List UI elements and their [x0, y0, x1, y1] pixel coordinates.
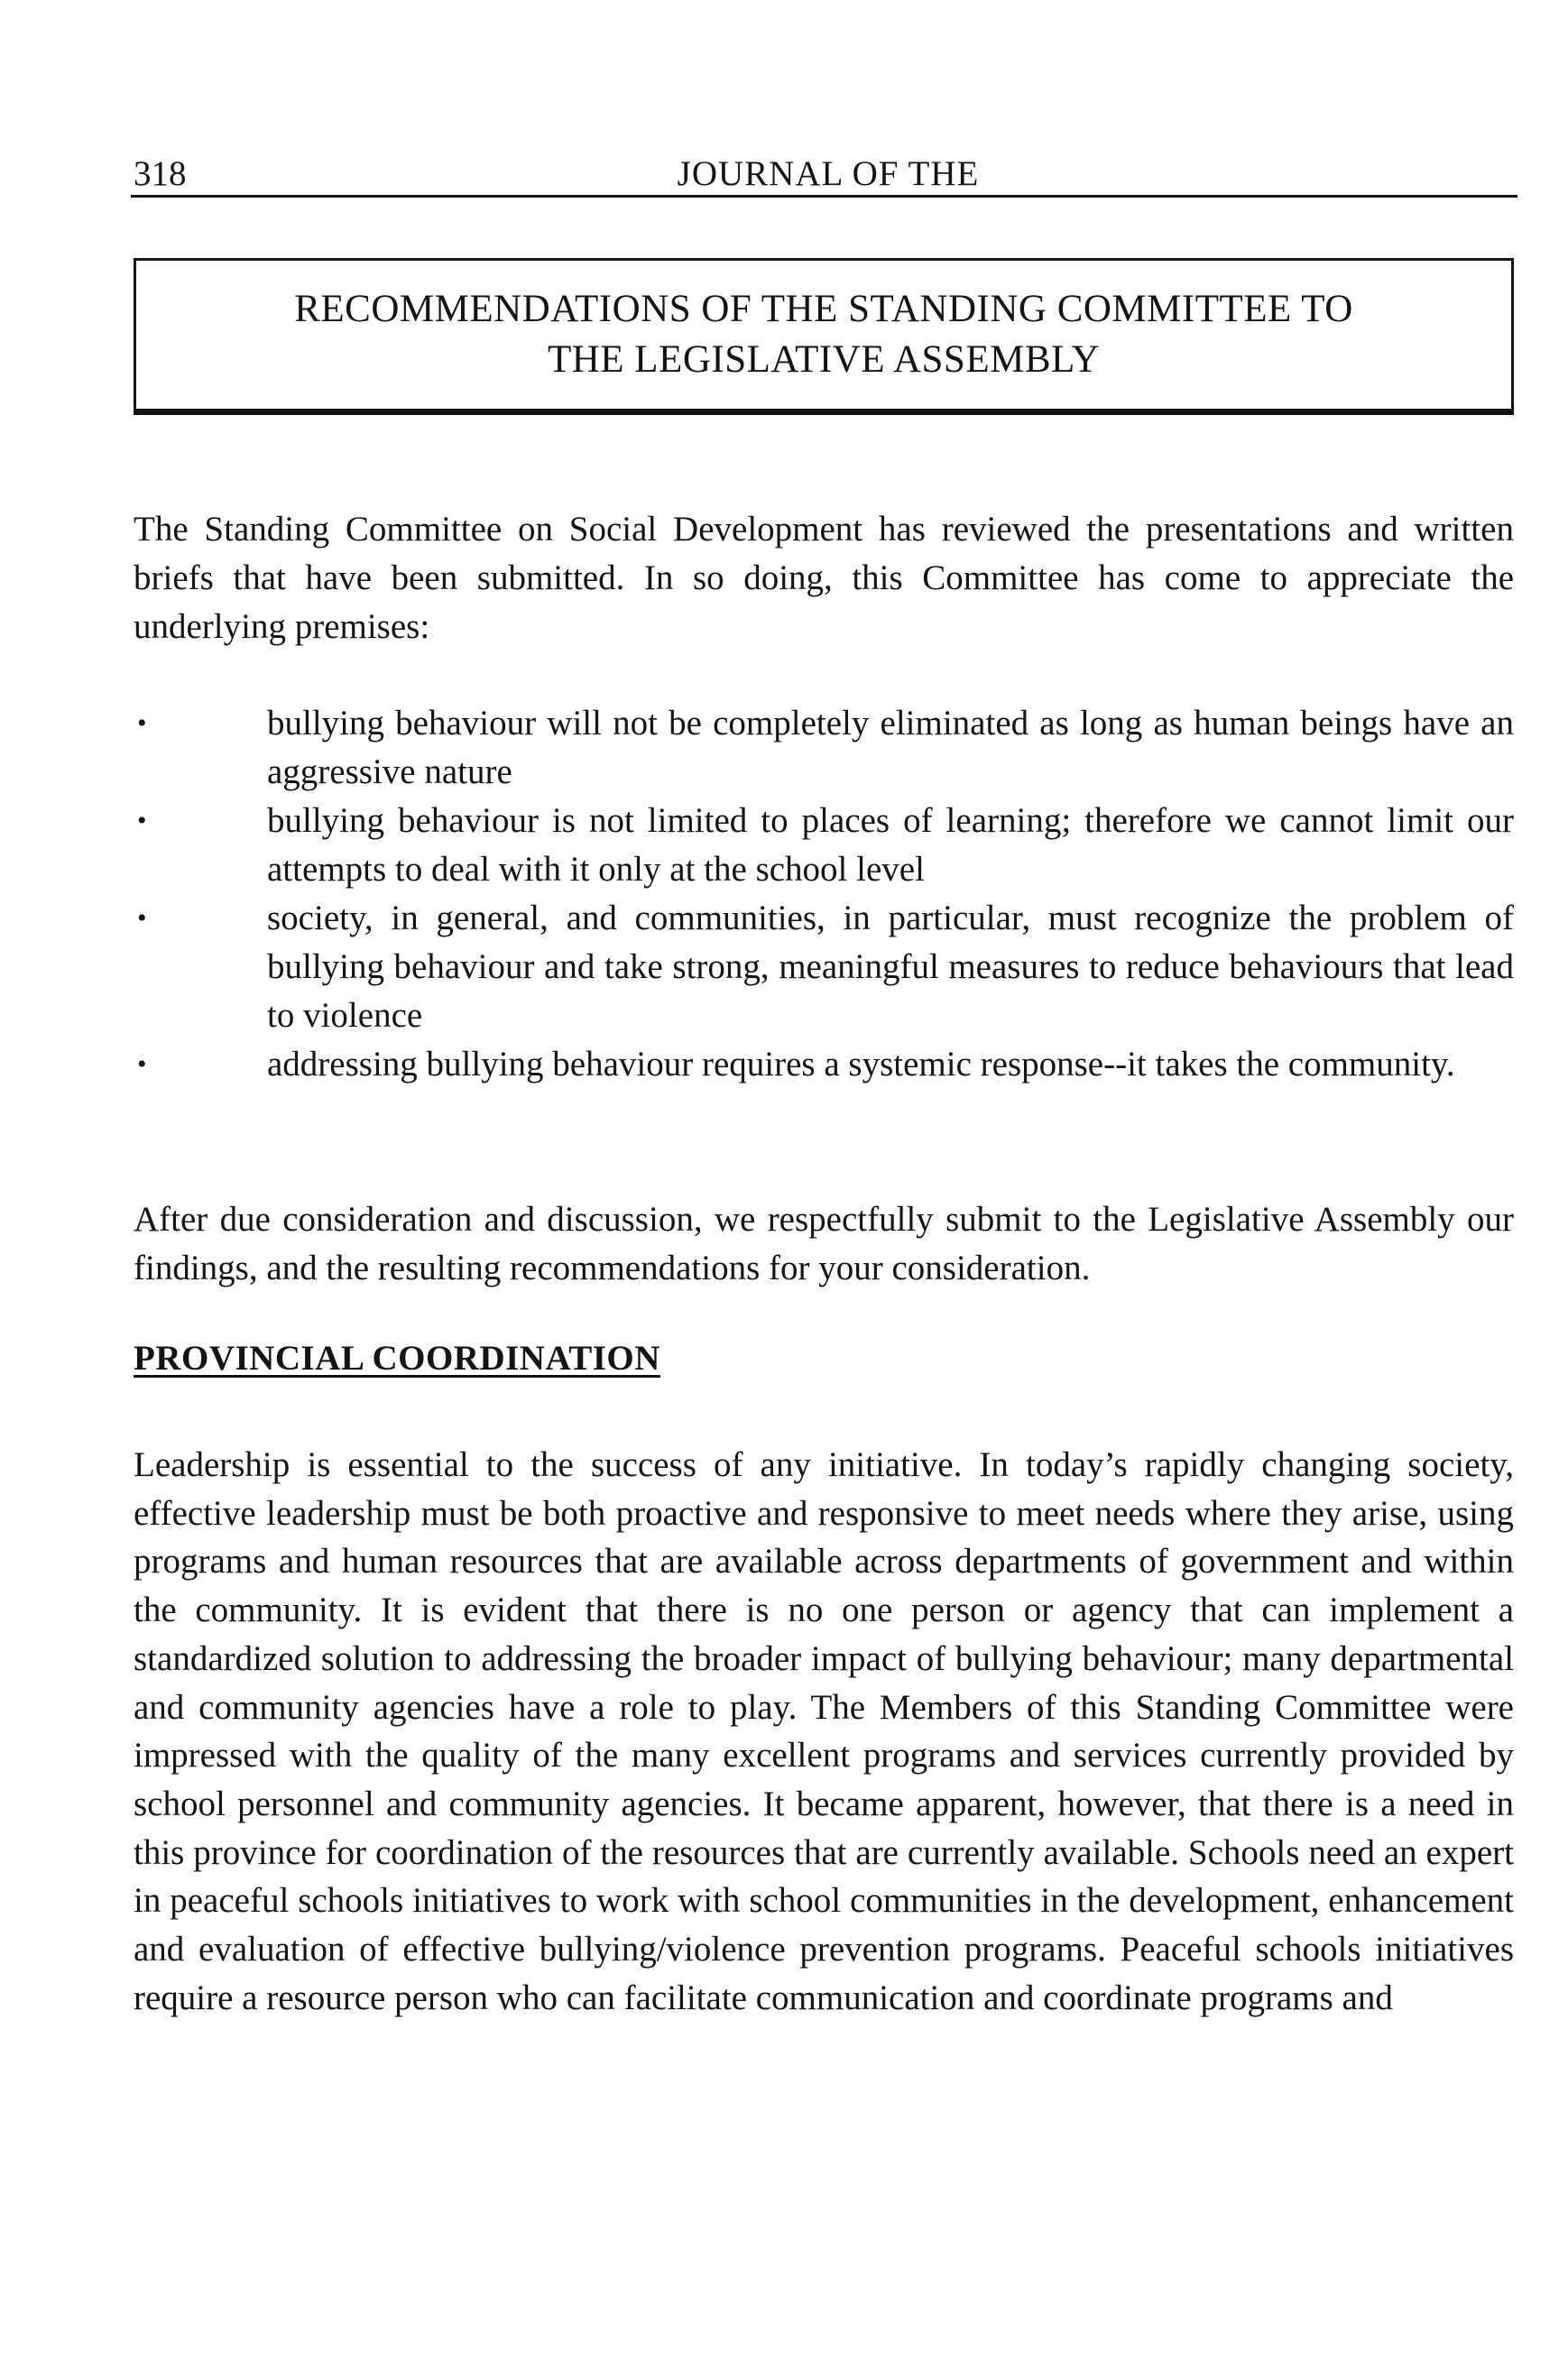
premise-item — [134, 894, 1514, 1040]
intro-paragraph: The Standing Committee on Social Development has reviewed the presentations and written briefs that have been submitted. In so doing, this Committee has come to appreciate the underlying premises: — [134, 510, 1514, 646]
premise-text: addressing bullying behaviour requires a systemic response--it takes the community. — [267, 1045, 1455, 1084]
title-line-1: RECOMMENDATIONS OF THE STANDING COMMITTEE TO — [294, 288, 1353, 330]
premise-text: bullying behaviour will not be completely eliminated as long as human beings have an aggressive nature — [267, 704, 1514, 791]
journal-title: JOURNAL OF THE — [677, 154, 980, 193]
bullet-marker: • — [137, 708, 147, 738]
premise-text: society, in general, and communities, in particular, must recognize the problem of bullying behaviour and take strong, meaningful measures to reduce behaviours that lead to violence — [267, 899, 1514, 1035]
running-head — [134, 149, 1514, 199]
premise-item — [134, 1040, 1514, 1089]
title-line-2: THE LEGISLATIVE ASSEMBLY — [547, 338, 1101, 381]
closing-paragraph: After due consideration and discussion, we respectfully submit to the Legislative Assembly our findings, and the resulting recommendations for your consideration. — [134, 1200, 1514, 1287]
page-number: 318 — [134, 154, 187, 193]
premise-item — [134, 797, 1514, 894]
recommendations-title-box — [134, 258, 1514, 411]
premise-item — [134, 699, 1514, 797]
bullet-marker: • — [137, 1049, 147, 1079]
section-paragraph: Leadership is essential to the success of any initiative. In today’s rapidly changing society, effective leadership must be both proactive and responsive to meet needs where they arise, using programs and human resources that are available across departments of government and within the community. It is evident that there is no one person or agency that can implement a standardized solution to addressing the broader impact of bullying behaviour; many departmental and community agencies have a role to play. The Members of this Standing Committee were impressed with the quality of the many excellent programs and services currently provided by school personnel and community agencies. It became apparent, however, that there is a need in this province for coordination of the resources that are currently available. Schools need an expert in peaceful schools initiatives to work with school communities in the development, enhancement and evaluation of effective bullying/violence prevention programs. Peaceful schools initiatives require a resource person who can facilitate communication and coordinate programs and — [134, 1445, 1514, 2017]
header-rule — [131, 195, 1517, 198]
section-heading: PROVINCIAL COORDINATION — [134, 1339, 660, 1378]
premises-list — [134, 699, 1514, 1089]
bullet-marker: • — [137, 903, 147, 933]
premise-text: bullying behaviour is not limited to places of learning; therefore we cannot limit our attempts to deal with it only at the school level — [267, 801, 1514, 889]
bullet-marker: • — [137, 806, 147, 835]
